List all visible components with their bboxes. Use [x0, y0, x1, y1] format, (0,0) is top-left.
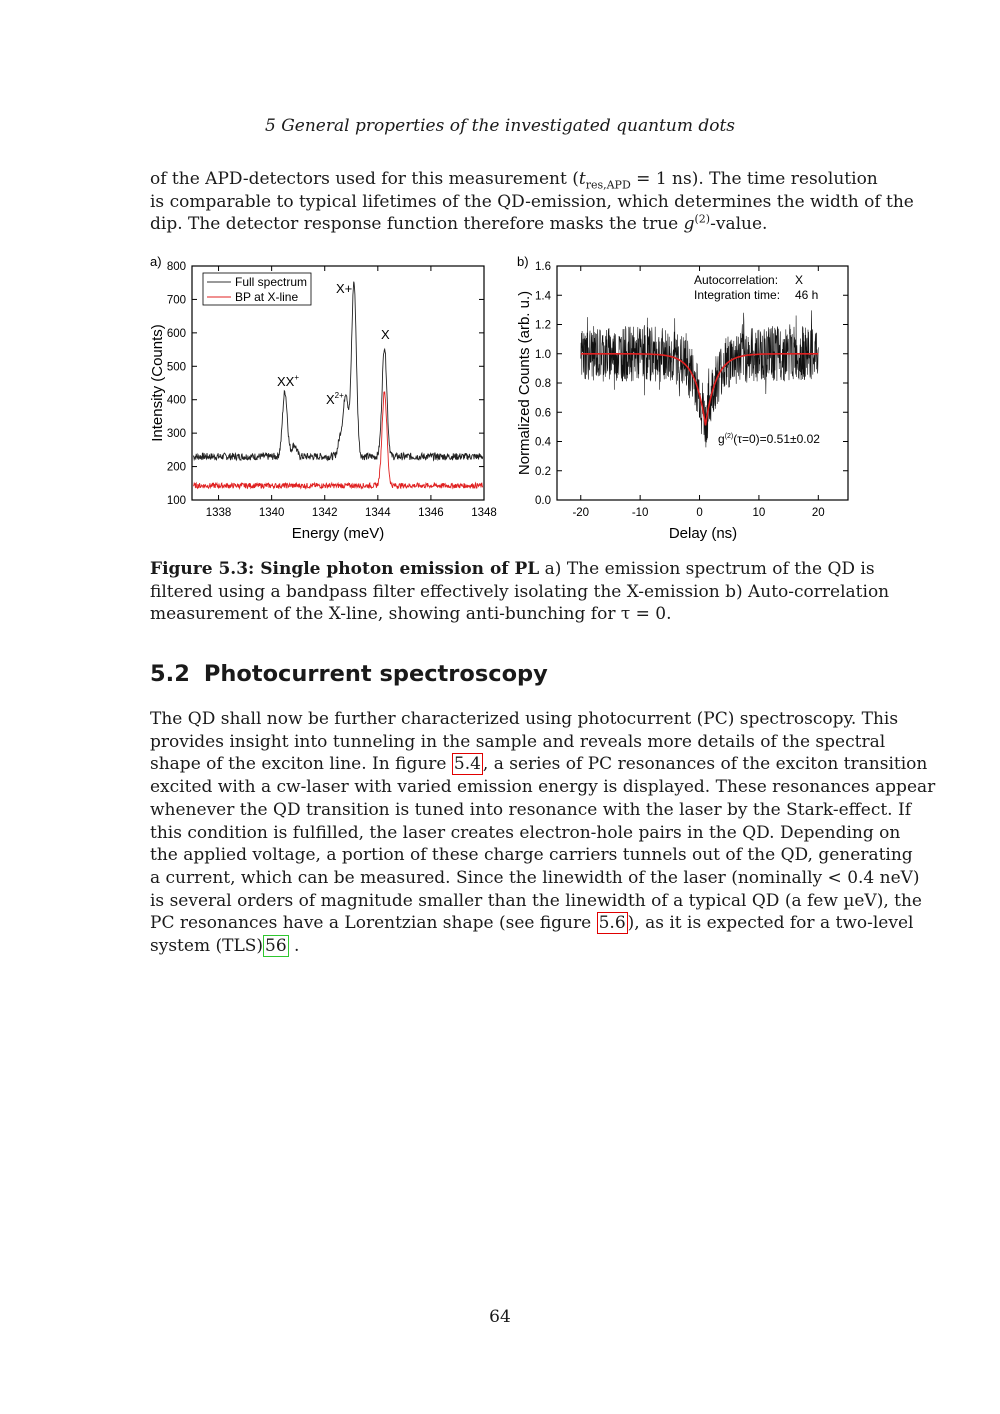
panel-a-label: a) [150, 254, 162, 269]
figure-ref-5-6[interactable]: 5.6 [598, 913, 626, 934]
p1-l3-sup: (2) [694, 212, 711, 226]
paragraph-1-line-3 [150, 213, 850, 236]
a-xtick-label: 1338 [205, 507, 232, 519]
b-xtick-label: -10 [631, 507, 649, 519]
p2-line-6: this condition is fulfilled, the laser creates electron-hole pairs in the QD. Depending on [150, 822, 901, 843]
p1-l3-a: dip. The detector response function therefore masks the true [150, 214, 684, 235]
section-number: 5.2 [150, 661, 190, 687]
legend-full-spectrum: Full spectrum [235, 275, 308, 289]
paragraph-1 [150, 168, 914, 236]
p2-line-4: excited with a cw-laser with varied emission energy is displayed. These resonances appear [150, 777, 936, 798]
full-spectrum-line [193, 282, 482, 461]
b-ytick-label: 1.4 [535, 290, 551, 303]
annotation-autocorrelation-value: X [795, 273, 804, 287]
a-ytick-label: 100 [166, 495, 186, 507]
p2-line-9: is several orders of magnitude smaller than the linewidth of a typical QD (a few µeV), the [150, 890, 922, 911]
a-xtick-label: 1340 [258, 507, 285, 519]
a-ytick-label: 400 [166, 394, 186, 407]
p2-l3-b: , a series of PC resonances of the exciton transition [482, 754, 928, 775]
peak-label-xx: XX+ [277, 373, 300, 389]
peak-label-x: X [381, 327, 390, 342]
p2-l11-a: system (TLS) [150, 936, 264, 957]
p2-line-3 [150, 753, 928, 776]
p1-l1-sub: res,APD [585, 178, 631, 192]
b-ytick-label: 1.2 [535, 319, 551, 332]
panel-b-ylabel: Normalized Counts (arb. u.) [516, 290, 533, 476]
a-xtick-label: 1348 [471, 507, 497, 519]
p2-l10-a: PC resonances have a Lorentzian shape (see figure [150, 913, 597, 934]
peak-label-xplus: X+ [336, 281, 353, 296]
paragraph-1-line-1 [150, 168, 878, 192]
caption-line-2: filtered using a bandpass filter effectively isolating the X-emission b) Auto-correlation [150, 581, 890, 602]
panel-a-ylabel: Intensity (Counts) [149, 324, 166, 442]
b-ytick-label: 1.0 [535, 348, 551, 361]
b-xtick-label: 20 [811, 507, 825, 519]
a-ytick-label: 700 [166, 294, 186, 307]
p2-line-2: provides insight into tunneling in the sample and reveals more details of the spectral [150, 731, 886, 752]
annotation-integration-value: 46 h [795, 288, 819, 302]
panel-b-xlabel: Delay (ns) [668, 525, 738, 542]
p1-l1-a: of the APD-detectors used for this measurement ( [150, 169, 579, 189]
peak-label-x2: $X^{2+}$ [326, 391, 344, 407]
a-ytick-label: 300 [166, 428, 186, 441]
page-number: 64 [489, 1307, 511, 1327]
paragraph-1-line-2: is comparable to typical lifetimes of the QD-emission, which determines the width of the [150, 191, 914, 212]
a-xtick-label: 1346 [418, 507, 444, 519]
paragraph-2 [150, 708, 936, 958]
p2-l11-b: . [288, 936, 300, 957]
p2-l3-a: shape of the exciton line. In figure [150, 754, 452, 775]
figure-ref-5-4[interactable]: 5.4 [453, 754, 481, 775]
p2-line-11 [150, 935, 850, 958]
p2-l10-b: ), as it is expected for a two-level [627, 913, 914, 934]
a-xtick-label: 1342 [311, 507, 338, 519]
b-ytick-label: 0.6 [535, 407, 551, 420]
figure-5-3 [140, 248, 860, 548]
a-xtick-label: 1344 [365, 507, 391, 519]
annotation-integration-label: Integration time: [694, 288, 781, 302]
caption-line-3: measurement of the X-line, showing anti-bunching for τ = 0. [150, 604, 672, 625]
b-ytick-label: 0.2 [535, 465, 551, 478]
legend-bp: BP at X-line [235, 290, 299, 304]
panel-b-label: b) [517, 254, 529, 269]
b-ytick-label: 0.4 [535, 436, 551, 449]
section-title: Photocurrent spectroscopy [203, 661, 548, 687]
panel-b [516, 254, 848, 542]
caption-line-1 [150, 558, 875, 581]
caption-label: Figure 5.3: Single photon emission of PL [150, 559, 540, 579]
figure-caption [150, 558, 890, 626]
p2-line-8: a current, which can be measured. Since the linewidth of the laser (nominally < 0.4 neV) [150, 867, 920, 888]
p1-l1-t: t [578, 169, 586, 189]
a-ytick-label: 500 [166, 361, 186, 374]
p2-line-5: whenever the QD transition is tuned into resonance with the laser by the Stark-effect. If [150, 799, 911, 820]
p2-line-7: the applied voltage, a portion of these charge carriers tunnels out of the QD, generating [150, 845, 913, 866]
b-ytick-label: 0.8 [535, 378, 551, 390]
p2-line-10 [150, 912, 914, 935]
panel-a-xlabel: Energy (meV) [291, 525, 385, 542]
p2-line-1: The QD shall now be further characterized using photocurrent (PC) spectroscopy. This [150, 709, 899, 729]
b-ytick-label: 0.0 [535, 495, 551, 507]
p1-l3-g: g [683, 214, 695, 235]
a-ytick-label: 600 [166, 327, 186, 340]
a-ytick-label: 800 [166, 261, 186, 273]
section-heading [150, 661, 562, 687]
p1-l3-b: -value. [710, 214, 768, 235]
p1-l1-b: = 1 ns). The time resolution [630, 169, 878, 189]
a-ytick-label: 200 [166, 461, 186, 474]
autocorrelation-data [581, 310, 819, 447]
running-header: 5 General properties of the investigated quantum dots [264, 116, 736, 136]
panel-a [149, 254, 497, 542]
b-ytick-label: 1.6 [535, 261, 551, 273]
citation-56[interactable]: 56 [265, 936, 287, 957]
b-xtick-label: -20 [572, 507, 590, 519]
g2-annotation: $g^{(2)}(\tau=0)=0.51\pm 0.02$ [718, 432, 820, 446]
b-xtick-label: 10 [752, 507, 766, 519]
annotation-autocorrelation-label: Autocorrelation: [694, 273, 779, 287]
b-xtick-label: 0 [696, 507, 703, 519]
caption-l1-rest: a) The emission spectrum of the QD is [539, 559, 875, 579]
